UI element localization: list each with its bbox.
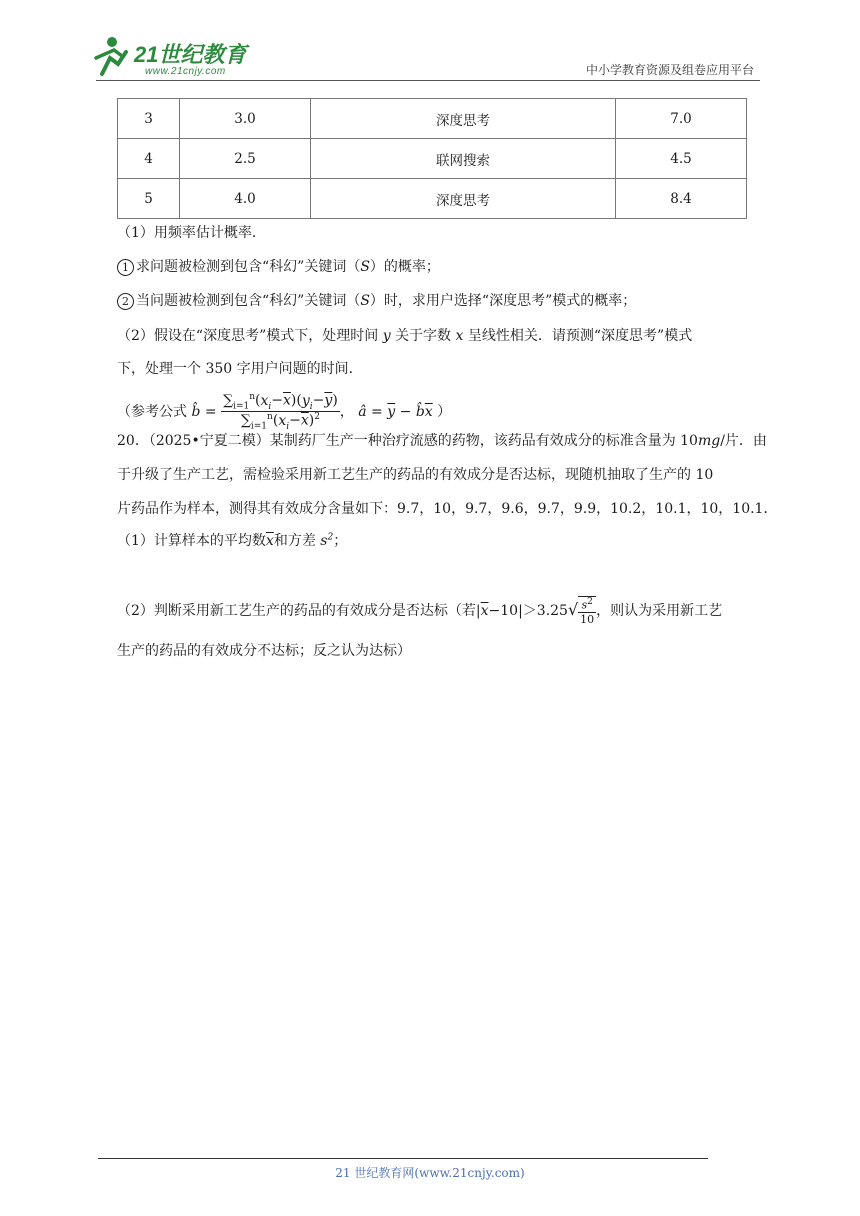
text-segment: （2）判断采用新工艺生产的药品的有效成分是否达标（若|: [117, 602, 481, 619]
logo-text: 21世纪教育: [134, 42, 247, 67]
table-cell: 深度思考: [311, 99, 616, 139]
q20-part2: [117, 596, 722, 626]
reference-formula: （参考公式 b̂ = $\frac{\sum_{i=1}^n(x_i-\overline{x})(y_i-\overline{y})}{\sum_{i=1}^n(x_i-\overline{x})^2}$ ， â = $\overline{y}$ − $b̂\overline{x}$ ）: [117, 392, 452, 432]
table-cell: 7.0: [615, 99, 746, 139]
math-xbar: $\overline{x}$: [480, 602, 489, 619]
table-cell: 8.4: [615, 179, 746, 219]
q20-part1: [117, 530, 347, 550]
table-cell: 4: [118, 139, 180, 179]
text-segment: 呈线性相关．请预测“深度思考”模式: [467, 328, 693, 344]
formula-a-hat: â: [358, 403, 367, 420]
footer-link[interactable]: 21 世纪教育网(www.21cnjy.com): [335, 1166, 525, 1180]
q20-line1: [117, 430, 767, 450]
text-segment: （2）假设在“深度思考”模式下，处理时间: [117, 328, 379, 344]
q20-line3: 片药品作为样本，测得其有效成分含量如下：9.7，10，9.7，9.6，9.7，9.9，10.2，10.1，10，10.1．: [117, 501, 778, 517]
table-cell: 5: [118, 179, 180, 219]
logo-url: www.21cnjy.com: [145, 66, 226, 77]
math-xbar: $\overline{x}$: [265, 533, 274, 549]
text-segment: 和方差: [273, 533, 316, 549]
table-cell: 3.0: [180, 99, 311, 139]
q20-line2: 于升级了生产工艺，需检验采用新工艺生产的药品的有效成分是否达标，现随机抽取了生产的 10: [117, 467, 714, 483]
table-cell: 4.0: [180, 179, 311, 219]
math-var: x: [455, 328, 464, 344]
text-segment: ，则认为采用新工艺: [596, 602, 723, 619]
q19-part2-line2: 下，处理一个 350 字用户问题的时间．: [117, 361, 363, 377]
text-segment: ）: [437, 403, 452, 420]
text-segment: ；: [333, 533, 348, 549]
data-table: [117, 98, 747, 219]
header-divider: [96, 80, 760, 81]
table-row: [118, 179, 747, 219]
math-s-squared: $s^2$: [320, 532, 334, 549]
sqrt-expression: √: [567, 599, 579, 619]
platform-name: 中小学教育资源及组卷应用平台: [585, 63, 754, 77]
formula-b-hat: b̂: [191, 403, 201, 420]
math-var: y: [382, 328, 391, 344]
q19-part1: （1）用频率估计概率．: [117, 225, 266, 241]
page-header: [0, 0, 860, 90]
text-segment: 20．（2025•宁夏二模）某制药厂生产一种治疗流感的药物，该药品有效成分的标准含量为 10: [117, 433, 698, 449]
text-segment: 求问题被检测到包含“科幻”关键词（: [136, 259, 361, 275]
q19-part2: [117, 325, 692, 345]
formula-fraction: $\frac{\sum_{i=1}^n(x_i-\overline{x})(y_i-\overline{y})}{\sum_{i=1}^n(x_i-\overline{x})^2}$: [223, 392, 338, 432]
text-segment: （参考公式: [117, 403, 187, 420]
text-segment: 关于字数: [395, 328, 452, 344]
q19-sub2: [117, 290, 636, 310]
unit: mg: [697, 433, 721, 449]
q19-sub1: [117, 256, 440, 276]
math-var: S: [360, 259, 370, 275]
table-cell: 深度思考: [311, 179, 616, 219]
text-segment: −10|＞3.25: [488, 602, 568, 619]
text-segment: ）时，求用户选择“深度思考”模式的概率；: [369, 293, 637, 309]
text-segment: /片．由: [720, 433, 767, 449]
table-row: [118, 99, 747, 139]
table-row: [118, 139, 747, 179]
sqrt-fraction: $\frac{s^2}{10}$: [580, 597, 595, 626]
q20-part2-line2: 生产的药品的有效成分不达标；反之认为达标）: [117, 643, 411, 659]
circled-number: 1: [117, 259, 134, 276]
footer-divider: [98, 1158, 708, 1159]
table-cell: 3: [118, 99, 180, 139]
table-cell: 2.5: [180, 139, 311, 179]
math-var: S: [360, 293, 370, 309]
table-cell: 联网搜索: [311, 139, 616, 179]
table-cell: 4.5: [615, 139, 746, 179]
circled-number: 2: [117, 293, 134, 310]
text-segment: 当问题被检测到包含“科幻”关键词（: [136, 293, 361, 309]
text-segment: （1）计算样本的平均数: [117, 533, 266, 549]
text-segment: ）的概率；: [369, 259, 440, 275]
